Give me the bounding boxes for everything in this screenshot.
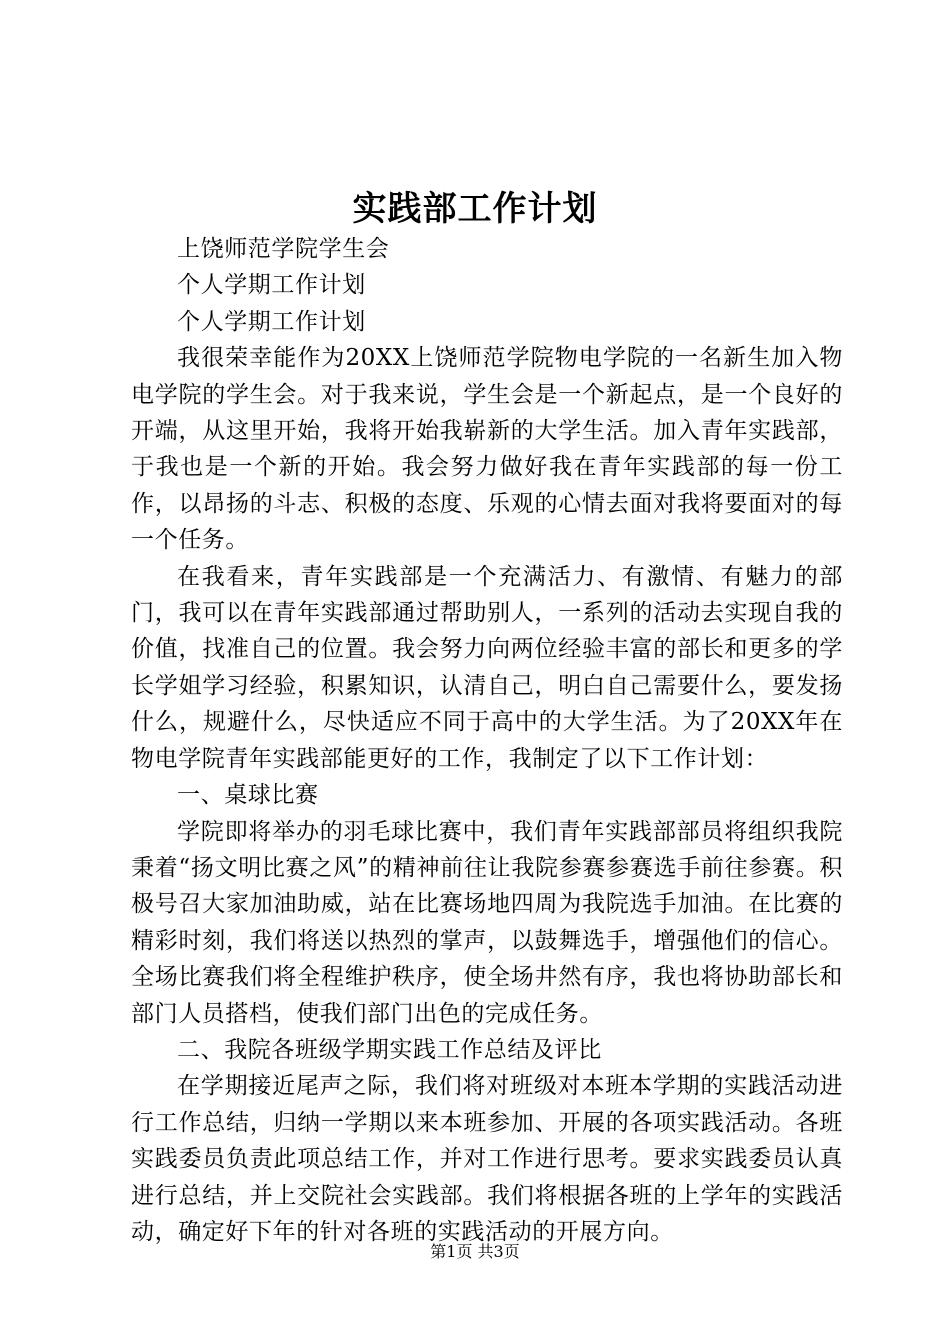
section-heading-1: 一、桌球比赛 (177, 782, 319, 809)
paragraph-section-2: 在学期接近尾声之际，我们将对班级对本班本学期的实践活动进行工作总结，归纳一学期以来本班参加、开展的各项实践活动。各班实践委员负责此项总结工作，并对工作进行思考。要求实践委员认真进行总结，并上交院社会实践部。我们将根据各班的上学年的实践活动，确定好下年的针对各班的实践活动的开展方向。 (131, 1073, 843, 1245)
paragraph-subtitle: 个人学期工作计划 (177, 272, 366, 299)
page-footer: 第1页 共3页 (430, 1242, 520, 1261)
section-heading-2: 二、我院各班级学期实践工作总结及评比 (177, 1036, 602, 1063)
document-body (131, 231, 843, 1250)
paragraph-section-1: 学院即将举办的羽毛球比赛中，我们青年实践部部员将组织我院秉着“扬文明比赛之风”的精神前往让我院参赛参赛选手前往参赛。积极号召大家加油助威，站在比赛场地四周为我院选手加油。在比赛的精彩时刻，我们将送以热烈的掌声，以鼓舞选手，增强他们的信心。全场比赛我们将全程维护秩序，使全场井然有序，我也将协助部长和部门人员搭档，使我们部门出色的完成任务。 (131, 818, 843, 1027)
paragraph-intro: 我很荣幸能作为20XX上饶师范学院物电学院的一名新生加入物电学院的学生会。对于我来说，学生会是一个新起点，是一个良好的开端，从这里开始，我将开始我崭新的大学生活。加入青年实践部，于我也是一个新的开始。我会努力做好我在青年实践部的每一份工作，以昂扬的斗志、积极的态度、乐观的心情去面对我将要面对的每一个任务。 (131, 345, 843, 554)
paragraph-department-view: 在我看来，青年实践部是一个充满活力、有激情、有魅力的部门，我可以在青年实践部通过帮助别人，一系列的活动去实现自我的价值，找准自己的位置。我会努力向两位经验丰富的部长和更多的学长学姐学习经验，积累知识，认清自己，明白自己需要什么，要发扬什么，规避什么，尽快适应不同于高中的大学生活。为了20XX年在物电学院青年实践部能更好的工作，我制定了以下工作计划： (131, 563, 843, 772)
document-title: 实践部工作计划 (352, 189, 598, 229)
paragraph-org-name: 上饶师范学院学生会 (177, 236, 390, 262)
paragraph-subtitle-repeat: 个人学期工作计划 (177, 308, 366, 335)
